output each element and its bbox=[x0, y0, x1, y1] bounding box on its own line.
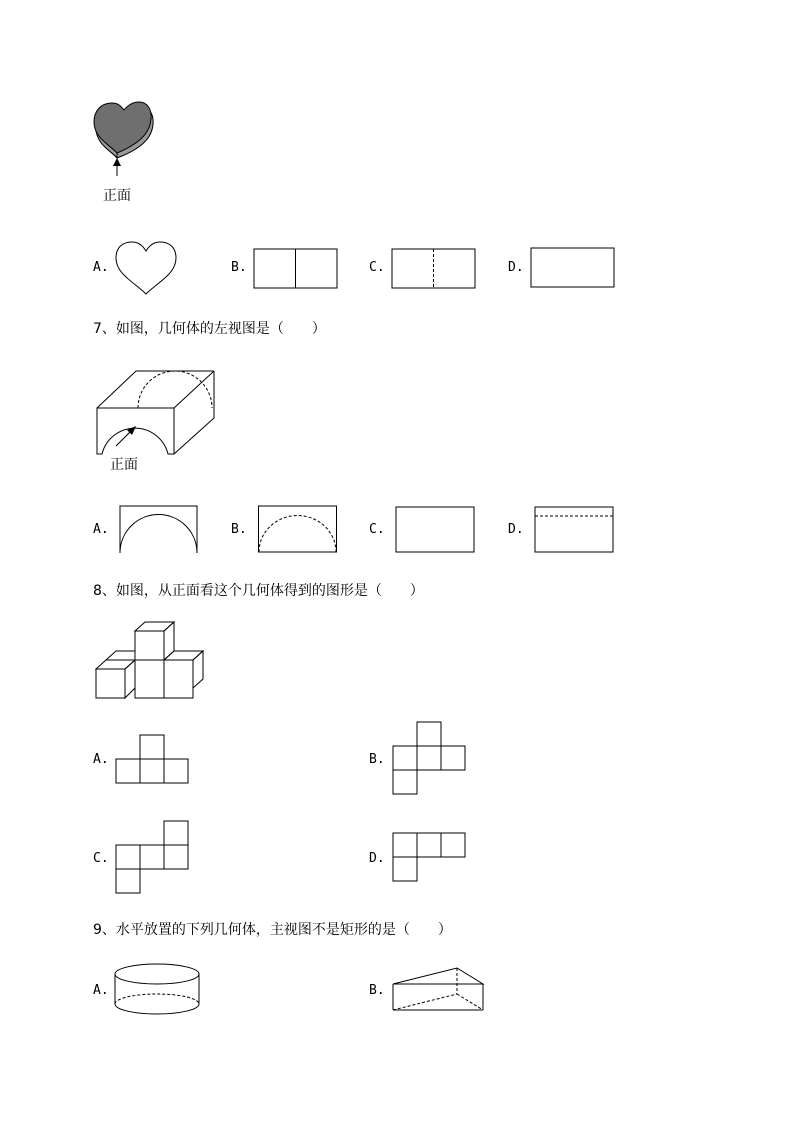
q8-option-c-label[interactable]: C. bbox=[93, 851, 109, 866]
q7-question-text: 7、如图，几何体的左视图是（ ） bbox=[93, 321, 326, 337]
q8-option-a-grid[interactable] bbox=[114, 734, 192, 786]
q8-option-d-label[interactable]: D. bbox=[369, 851, 385, 866]
q8-option-a-label[interactable]: A. bbox=[93, 752, 109, 767]
q8-option-b-grid[interactable] bbox=[391, 721, 469, 799]
q6-option-c-rect-dashed-divider[interactable] bbox=[391, 248, 477, 290]
front-caption-q7: 正面 bbox=[110, 457, 138, 473]
q6-option-a-label[interactable]: A. bbox=[93, 260, 109, 275]
q7-option-d-rect-dashed-line[interactable] bbox=[534, 506, 616, 554]
q9-option-b-label[interactable]: B. bbox=[369, 983, 385, 998]
q9-option-b-triangular-prism[interactable] bbox=[391, 966, 487, 1014]
q6-option-d-rect[interactable] bbox=[530, 247, 616, 289]
q6-option-d-label[interactable]: D. bbox=[508, 260, 524, 275]
heart-solid-figure bbox=[90, 100, 160, 190]
q8-question-text: 8、如图，从正面看这个几何体得到的图形是（ ） bbox=[93, 583, 424, 599]
q8-option-d-grid[interactable] bbox=[391, 832, 469, 886]
q9-question-text: 9、水平放置的下列几何体，主视图不是矩形的是（ ） bbox=[93, 922, 452, 938]
q6-option-b-label[interactable]: B. bbox=[231, 260, 247, 275]
q8-option-c-grid[interactable] bbox=[114, 820, 192, 898]
q7-option-a-arch[interactable] bbox=[118, 505, 200, 555]
q6-option-b-rect-solid-divider[interactable] bbox=[253, 248, 339, 290]
q7-option-c-rect[interactable] bbox=[395, 506, 477, 554]
q7-option-d-label[interactable]: D. bbox=[508, 522, 524, 537]
q7-option-a-label[interactable]: A. bbox=[93, 522, 109, 537]
cube-stack-figure bbox=[94, 620, 206, 700]
q9-option-a-label[interactable]: A. bbox=[93, 983, 109, 998]
q6-option-a-heart[interactable] bbox=[112, 240, 182, 298]
q7-option-c-label[interactable]: C. bbox=[369, 522, 385, 537]
q9-option-a-cylinder[interactable] bbox=[114, 962, 204, 1018]
q7-option-b-label[interactable]: B. bbox=[231, 522, 247, 537]
q6-option-c-label[interactable]: C. bbox=[369, 260, 385, 275]
q7-option-b-dashed-arch[interactable] bbox=[257, 505, 339, 555]
front-caption-q6: 正面 bbox=[103, 188, 131, 204]
arch-solid-figure bbox=[94, 368, 220, 456]
q8-option-b-label[interactable]: B. bbox=[369, 752, 385, 767]
